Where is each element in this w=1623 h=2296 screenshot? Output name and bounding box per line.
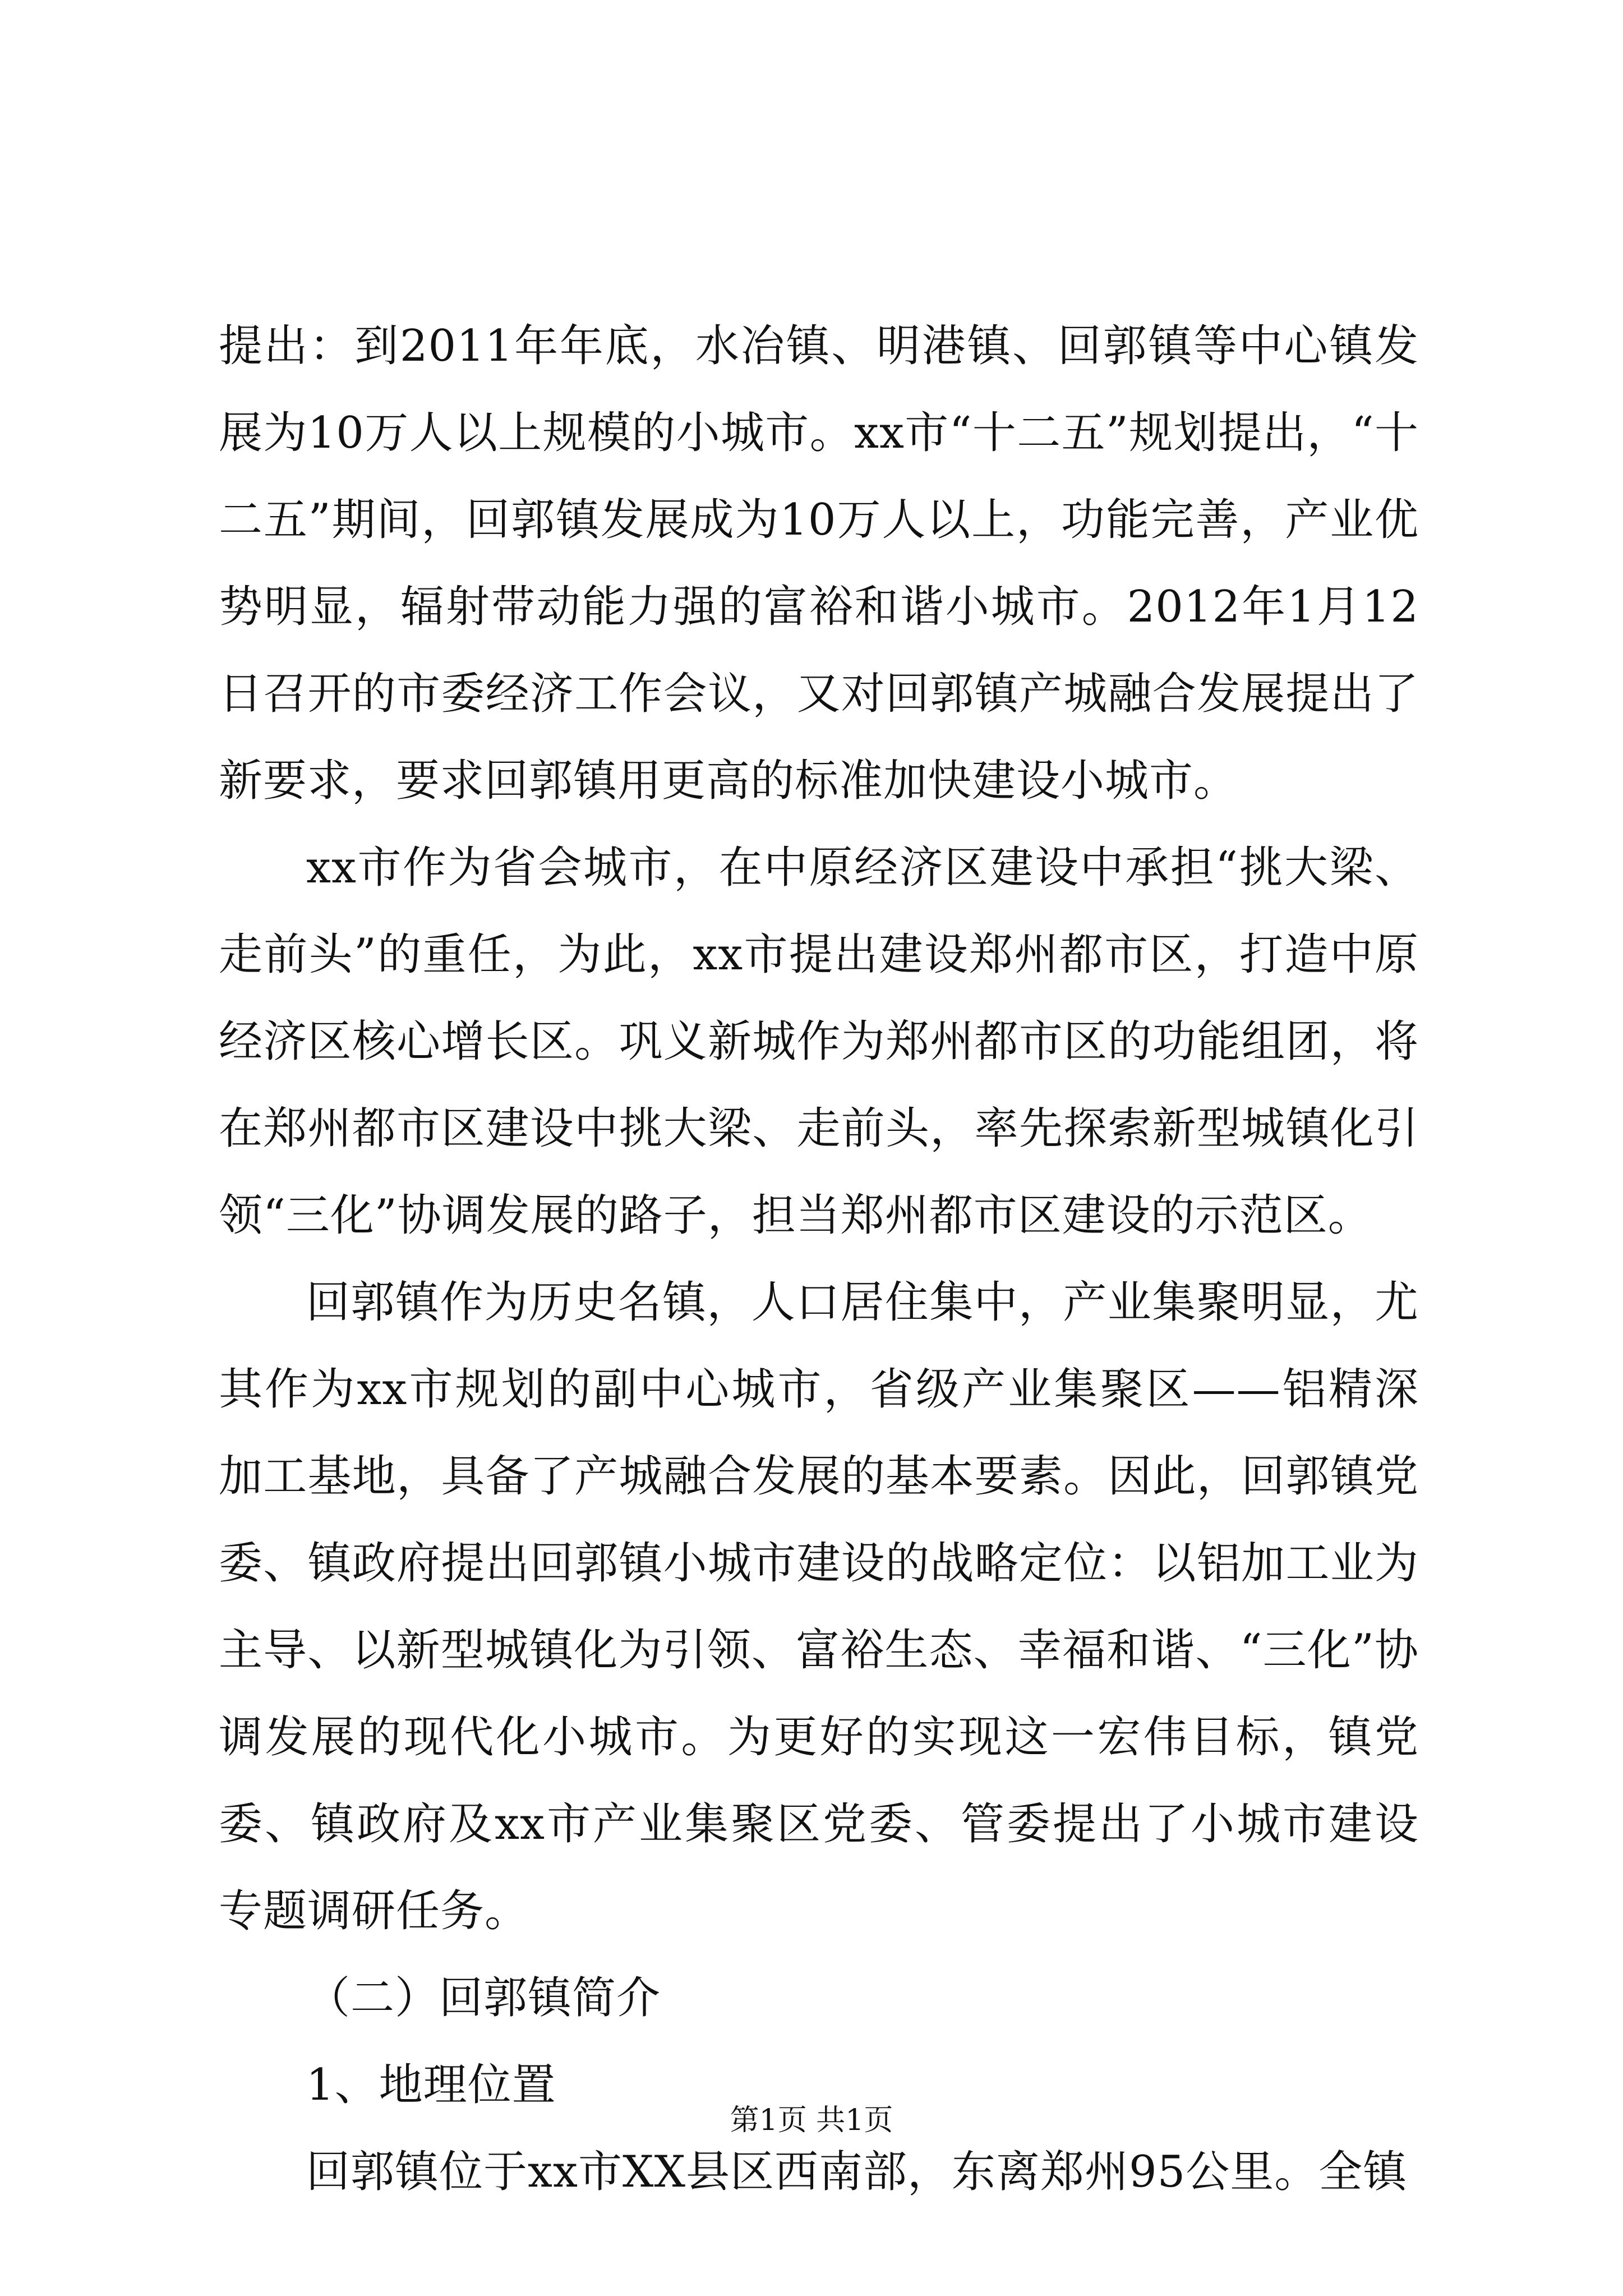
section-heading: （二）回郭镇简介 xyxy=(306,1973,661,2023)
paragraph-2: xx市作为省会城市，在中原经济区建设中承担“挑大梁、走前头”的重任，为此，xx市提出建设郑州都市区，打造中原经济区核心增长区。巩义新城作为郑州都市区的功能组团，将在郑州都市区建设中挑大梁、走前头，率先探索新型城镇化引领“三化”协调发展的路子，担当郑州都市区建设的示范区。 xyxy=(219,843,1419,1241)
page-footer: 第1页 共1页 xyxy=(730,2104,893,2137)
paragraph-1: 提出：到2011年年底，水冶镇、明港镇、回郭镇等中心镇发展为10万人以上规模的小城市。xx市“十二五”规划提出，“十二五”期间，回郭镇发展成为10万人以上，功能完善，产业优势明显，辐射带动能力强的富裕和谐小城市。2012年1月12日召开的市委经济工作会议，又对回郭镇产城融合发展提出了新要求，要求回郭镇用更高的标准加快建设小城市。 xyxy=(219,321,1419,806)
paragraph-3: 回郭镇作为历史名镇，人口居住集中，产业集聚明显，尤其作为xx市规划的副中心城市，省级产业集聚区——铝精深加工基地，具备了产城融合发展的基本要素。因此，回郭镇党委、镇政府提出回郭镇小城市建设的战略定位：以铝加工业为主导、以新型城镇化为引领、富裕生态、幸福和谐、“三化”协调发展的现代化小城市。为更好的实现这一宏伟目标，镇党委、镇政府及xx市产业集聚区党委、管委提出了小城市建设专题调研任务。 xyxy=(219,1277,1419,1936)
paragraph-4: 回郭镇位于xx市XX县区西南部，东离郑州95公里。全镇 xyxy=(306,2147,1408,2197)
subsection-heading: 1、地理位置 xyxy=(306,2060,556,2110)
document-body xyxy=(219,303,1419,2216)
